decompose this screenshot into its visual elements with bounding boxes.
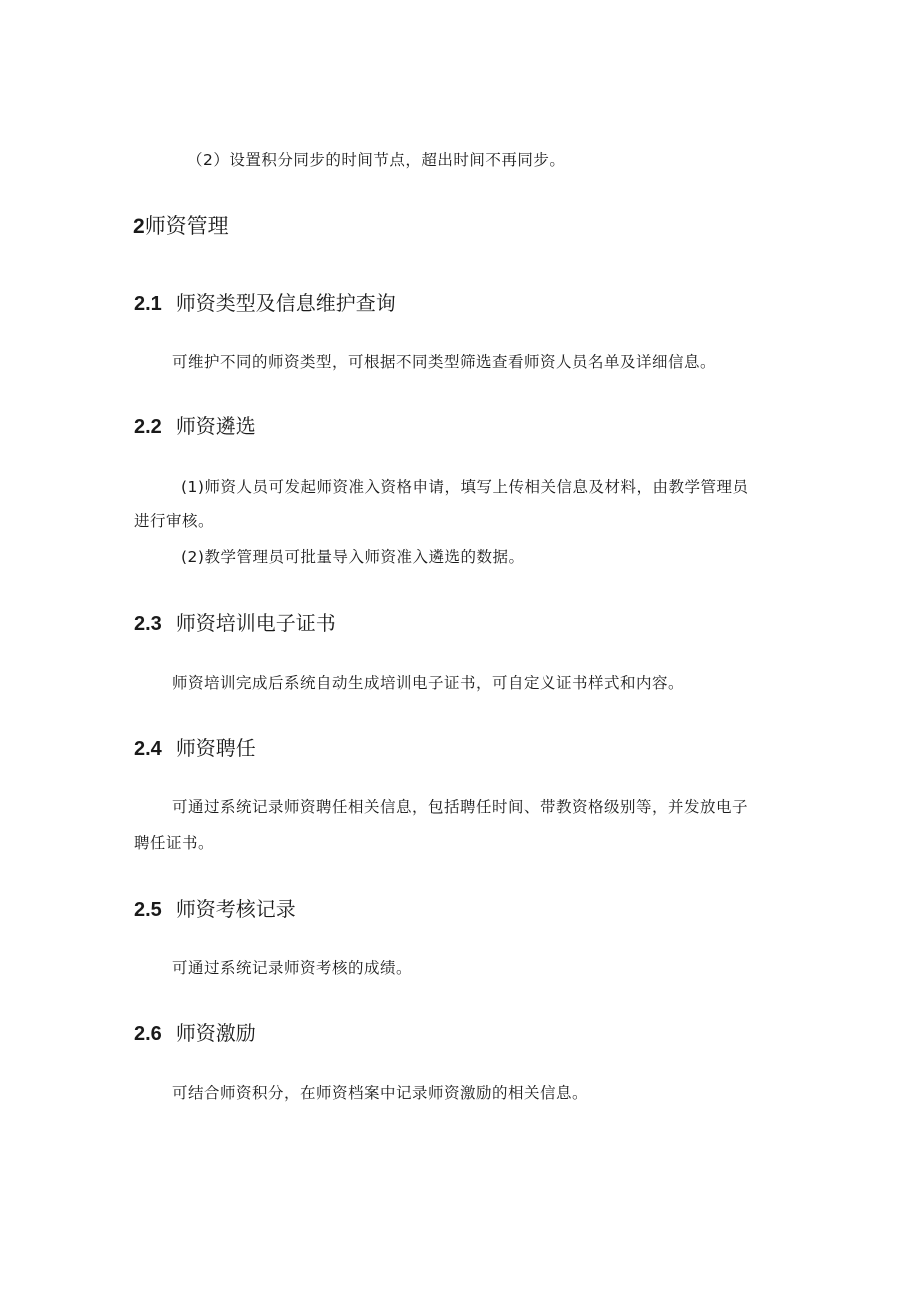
section-paragraph: 可维护不同的师资类型，可根据不同类型筛选查看师资人员名单及详细信息。 xyxy=(172,353,717,371)
section-title: 师资聘任 xyxy=(175,736,256,760)
section-heading-2-3 xyxy=(134,609,336,638)
chapter-title: 师资管理 xyxy=(144,214,229,238)
section-paragraph-continuation: 进行审核。 xyxy=(134,512,215,530)
section-paragraph: 可通过系统记录师资聘任相关信息，包括聘任时间、带教资格级别等，并发放电子 xyxy=(172,798,749,816)
section-title: 师资激励 xyxy=(175,1021,256,1045)
section-paragraph: (1)师资人员可发起师资准入资格申请，填写上传相关信息及材料，由教学管理员 xyxy=(181,478,749,496)
section-paragraph-continuation: 聘任证书。 xyxy=(134,834,215,852)
section-number: 2.5 xyxy=(134,899,162,921)
section-heading-2-6 xyxy=(134,1019,256,1048)
section-paragraph: 可结合师资积分，在师资档案中记录师资激励的相关信息。 xyxy=(172,1084,589,1102)
section-number: 2.4 xyxy=(134,738,162,760)
section-title: 师资培训电子证书 xyxy=(175,611,336,635)
section-number: 2.2 xyxy=(134,416,162,438)
section-heading-2-5 xyxy=(134,895,296,924)
section-paragraph: 师资培训完成后系统自动生成培训电子证书，可自定义证书样式和内容。 xyxy=(172,674,685,692)
section-paragraph: 可通过系统记录师资考核的成绩。 xyxy=(172,959,413,977)
section-number: 2.1 xyxy=(134,293,162,315)
section-number: 2.3 xyxy=(134,613,162,635)
section-title: 师资考核记录 xyxy=(175,897,296,921)
intro-paragraph: （2）设置积分同步的时间节点，超出时间不再同步。 xyxy=(187,151,566,169)
section-heading-2-4 xyxy=(134,734,256,763)
chapter-heading xyxy=(133,212,229,241)
section-title: 师资类型及信息维护查询 xyxy=(175,291,396,315)
section-heading-2-1 xyxy=(134,289,396,318)
section-number: 2.6 xyxy=(134,1023,162,1045)
section-heading-2-2 xyxy=(134,412,256,441)
section-title: 师资遴选 xyxy=(175,414,256,438)
section-paragraph: (2)教学管理员可批量导入师资准入遴选的数据。 xyxy=(181,548,525,566)
chapter-number: 2 xyxy=(133,215,145,238)
